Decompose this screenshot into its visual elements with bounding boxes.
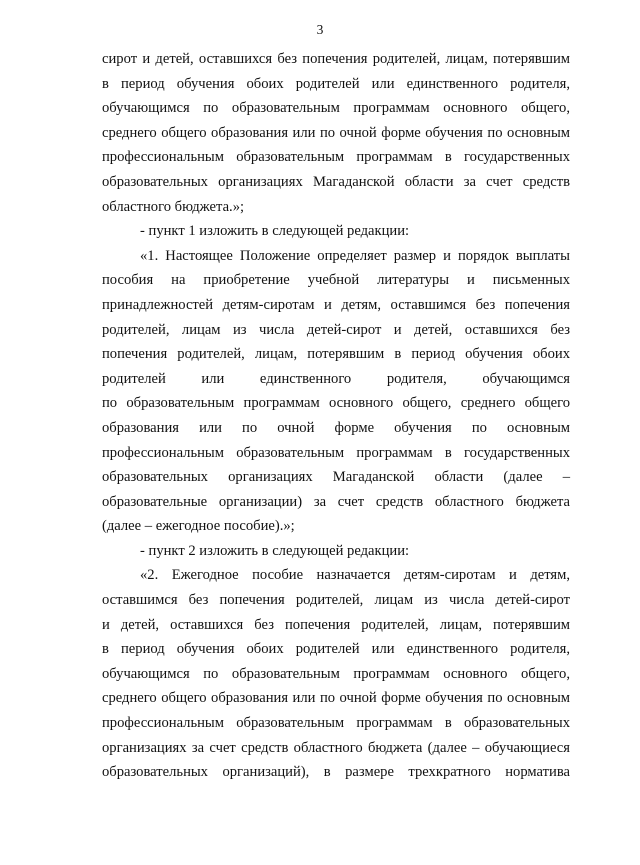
text-line: среднего общего образования или по очной форме обучения по основным <box>102 124 570 141</box>
text-line: сирот и детей, оставшихся без попечения родителей, лицам, потерявшим <box>102 51 570 67</box>
text-line: образовательных организаций), в размере трехкратного норматива <box>102 764 570 781</box>
text-line: в период обучения обоих родителей или единственного родителя, <box>102 75 570 92</box>
text-line: родителей, лицам из числа детей-сирот и детей, оставшихся без <box>102 321 570 338</box>
text-line: обучающимся по образовательным программам основного общего, <box>102 665 570 682</box>
text-line: профессиональным образовательным программам в образовательных <box>102 715 570 732</box>
text-line: областного бюджета.»; <box>102 198 245 215</box>
text-line: - пункт 2 изложить в следующей редакции: <box>140 542 410 559</box>
text-line: обучающимся по образовательным программам основного общего, <box>102 100 570 117</box>
text-line: принадлежностей детям-сиротам и детям, оставшимся без попечения <box>102 296 570 313</box>
text-line: образовательных организациях Магаданской области за счет средств <box>102 173 570 190</box>
text-line: организациях за счет средств областного бюджета (далее – обучающиеся <box>102 739 570 756</box>
text-line: пособия на приобретение учебной литературы и письменных <box>102 272 570 289</box>
text-line: образования или по очной форме обучения по основным <box>102 419 570 436</box>
text-line: в период обучения обоих родителей или единственного родителя, <box>102 641 570 658</box>
document-body <box>102 47 570 785</box>
text-line: - пункт 1 изложить в следующей редакции: <box>140 223 410 240</box>
text-line: оставшимся без попечения родителей, лицам из числа детей-сирот <box>102 592 570 609</box>
text-line: профессиональным образовательным программам в государственных <box>102 149 570 166</box>
text-line: профессиональным образовательным программам в государственных <box>102 444 570 461</box>
page-number: 3 <box>316 22 324 37</box>
text-line: «1. Настоящее Положение определяет размер и порядок выплаты <box>140 247 570 264</box>
text-line: среднего общего образования или по очной форме обучения по основным <box>102 690 570 707</box>
text-line: по образовательным программам основного общего, среднего общего <box>102 395 570 412</box>
text-line: родителей или единственного родителя, обучающимся <box>102 370 570 387</box>
text-line: попечения родителей, лицам, потерявшим в период обучения обоих <box>102 346 570 363</box>
text-line: образовательные организации) за счет средств областного бюджета <box>102 493 570 510</box>
text-line: (далее – ежегодное пособие).»; <box>102 518 295 535</box>
text-line: «2. Ежегодное пособие назначается детям-сиротам и детям, <box>140 567 570 584</box>
text-line: и детей, оставшихся без попечения родителей, лицам, потерявшим <box>102 616 570 633</box>
text-line: образовательных организациях Магаданской области (далее – <box>102 469 570 486</box>
